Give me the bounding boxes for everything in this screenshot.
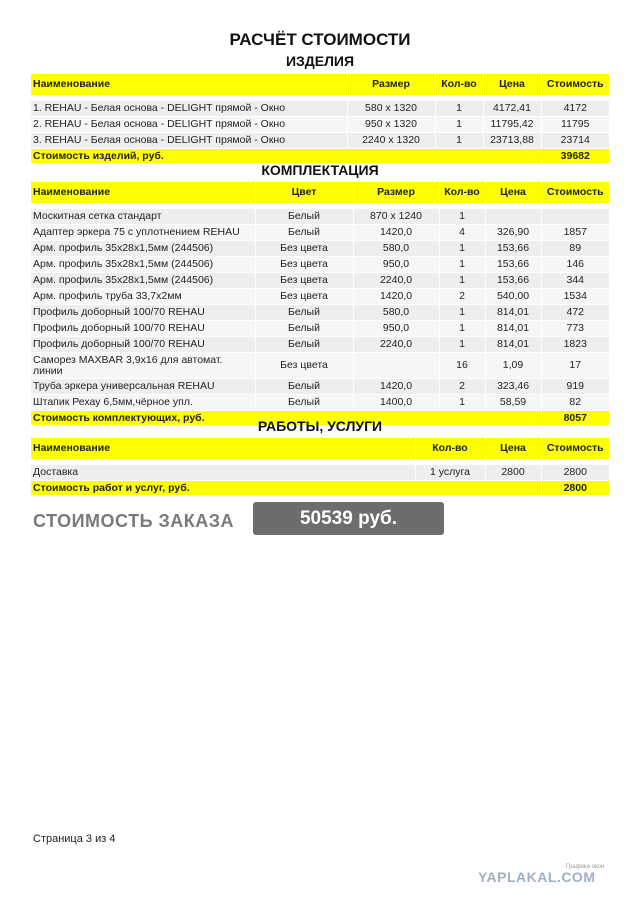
cell: 2240 x 1320 (347, 133, 435, 149)
cell: 580 x 1320 (347, 101, 435, 117)
cell: 950 x 1320 (347, 117, 435, 133)
cell: 1823 (541, 337, 609, 353)
table-row (31, 133, 609, 149)
cell: 1420,0 (353, 225, 439, 241)
cell: Белый (255, 209, 353, 225)
table-row (31, 289, 609, 305)
cell: 919 (541, 379, 609, 395)
cell: 1 (435, 133, 483, 149)
col-price: Цена (485, 438, 541, 459)
cell: 11795,42 (483, 117, 541, 133)
cell: 17 (541, 353, 609, 379)
table-row (31, 273, 609, 289)
cell: 1 (439, 257, 485, 273)
cell: 146 (541, 257, 609, 273)
cell: 540,00 (485, 289, 541, 305)
cell: 153,66 (485, 257, 541, 273)
cell: 814,01 (485, 337, 541, 353)
table-row (31, 209, 609, 225)
services-table (31, 438, 609, 495)
table-row (31, 225, 609, 241)
cell: 580,0 (353, 241, 439, 257)
cell: Арм. профиль 35x28x1,5мм (244506) (31, 257, 255, 273)
cell: Штапик Рехау 6,5мм,чёрное упл. (31, 395, 255, 411)
col-cost: Стоимость (541, 438, 609, 459)
total-value: 39682 (541, 149, 609, 164)
cell: 153,66 (485, 273, 541, 289)
products-heading: ИЗДЕЛИЯ (285, 53, 355, 69)
cell: Профиль доборный 100/70 REHAU (31, 321, 255, 337)
order-total-value: 50539 руб. (253, 502, 444, 535)
cell: 3. REHAU - Белая основа - DELIGHT прямой - Окно (31, 133, 347, 149)
footer-small-text: Графика окон (566, 864, 605, 870)
table-header (31, 182, 609, 203)
cell: Саморез MAXBAR 3,9x16 для автомат. линии (31, 353, 255, 379)
cell: 2 (439, 379, 485, 395)
cell: 344 (541, 273, 609, 289)
cell: 580,0 (353, 305, 439, 321)
cell: Белый (255, 379, 353, 395)
products-total-row (31, 149, 609, 164)
cell: 58,59 (485, 395, 541, 411)
cell: 1 (439, 209, 485, 225)
cell: Белый (255, 225, 353, 241)
cell: 2800 (485, 465, 541, 481)
cell: 1. REHAU - Белая основа - DELIGHT прямой - Окно (31, 101, 347, 117)
order-total-label: СТОИМОСТЬ ЗАКАЗА (33, 511, 235, 531)
cell: 1 (435, 117, 483, 133)
cell: 950,0 (353, 257, 439, 273)
cell: 2800 (541, 465, 609, 481)
cell: 2. REHAU - Белая основа - DELIGHT прямой - Окно (31, 117, 347, 133)
cell: Арм. профиль 35x28x1,5мм (244506) (31, 241, 255, 257)
cell: 326,90 (485, 225, 541, 241)
cell: Доставка (31, 465, 415, 481)
table-row (31, 117, 609, 133)
table-row (31, 353, 609, 379)
cell: 2240,0 (353, 337, 439, 353)
total-label: Стоимость комплектующих, руб. (31, 411, 541, 426)
cell: 814,01 (485, 305, 541, 321)
col-qty: Кол-во (415, 438, 485, 459)
cell: 773 (541, 321, 609, 337)
products-table (31, 74, 609, 163)
table-header (31, 74, 609, 95)
services-total-row (31, 481, 609, 496)
table-row (31, 337, 609, 353)
table-row (31, 101, 609, 117)
col-cost: Стоимость (541, 182, 609, 203)
cell: 23714 (541, 133, 609, 149)
cell: Без цвета (255, 241, 353, 257)
cell: 1 (439, 321, 485, 337)
col-size: Размер (353, 182, 439, 203)
cell: 1 (435, 101, 483, 117)
cell: 323,46 (485, 379, 541, 395)
cell: Адаптер эркера 75 с уплотнением REHAU (31, 225, 255, 241)
table-row (31, 241, 609, 257)
cell: 1420,0 (353, 289, 439, 305)
cell: 153,66 (485, 241, 541, 257)
col-qty: Кол-во (439, 182, 485, 203)
cell: 16 (439, 353, 485, 379)
col-name: Наименование (31, 182, 255, 203)
cell: 4172 (541, 101, 609, 117)
table-row (31, 321, 609, 337)
cell: 1 услуга (415, 465, 485, 481)
table-row (31, 465, 609, 481)
col-cost: Стоимость (541, 74, 609, 95)
cell (485, 209, 541, 225)
cell: Белый (255, 321, 353, 337)
total-value: 8057 (541, 411, 609, 426)
col-price: Цена (483, 74, 541, 95)
cell: Труба эркера универсальная REHAU (31, 379, 255, 395)
table-row (31, 395, 609, 411)
cell: 1857 (541, 225, 609, 241)
cell: 2240,0 (353, 273, 439, 289)
cell: 82 (541, 395, 609, 411)
cell: Арм. профиль труба 33,7x2мм (31, 289, 255, 305)
table-row (31, 305, 609, 321)
page-number: Страница 3 из 4 (33, 833, 116, 845)
cell: 472 (541, 305, 609, 321)
components-table (31, 182, 609, 425)
col-name: Наименование (31, 74, 347, 95)
cell: Арм. профиль 35x28x1,5мм (244506) (31, 273, 255, 289)
watermark: YAPLAKAL.COM (478, 869, 596, 885)
cell: Без цвета (255, 257, 353, 273)
cell: 2 (439, 289, 485, 305)
total-label: Стоимость изделий, руб. (31, 149, 541, 164)
document-title: РАСЧЁТ СТОИМОСТИ (229, 30, 411, 49)
cell: Без цвета (255, 289, 353, 305)
components-heading: КОМПЛЕКТАЦИЯ (261, 162, 379, 178)
cell: 1 (439, 241, 485, 257)
cell: Белый (255, 337, 353, 353)
col-name: Наименование (31, 438, 415, 459)
cell: Профиль доборный 100/70 REHAU (31, 337, 255, 353)
col-size: Размер (347, 74, 435, 95)
cell: 950,0 (353, 321, 439, 337)
services-heading: РАБОТЫ, УСЛУГИ (257, 418, 383, 434)
table-header (31, 438, 609, 459)
col-qty: Кол-во (435, 74, 483, 95)
cell: 1534 (541, 289, 609, 305)
cell: 1 (439, 305, 485, 321)
table-row (31, 257, 609, 273)
col-color: Цвет (255, 182, 353, 203)
total-label: Стоимость работ и услуг, руб. (31, 481, 541, 496)
cell (541, 209, 609, 225)
table-row (31, 379, 609, 395)
cell: 870 x 1240 (353, 209, 439, 225)
cell: Без цвета (255, 353, 353, 379)
cell (353, 353, 439, 379)
cell: Белый (255, 305, 353, 321)
cell: 11795 (541, 117, 609, 133)
cell: 1 (439, 337, 485, 353)
cell: Москитная сетка стандарт (31, 209, 255, 225)
cell: 814,01 (485, 321, 541, 337)
cell: Белый (255, 395, 353, 411)
cell: 23713,88 (483, 133, 541, 149)
cell: 4172,41 (483, 101, 541, 117)
cell: 1420,0 (353, 379, 439, 395)
cell: 4 (439, 225, 485, 241)
cell: 1400,0 (353, 395, 439, 411)
cell: 1 (439, 395, 485, 411)
cell: 1 (439, 273, 485, 289)
cell: 89 (541, 241, 609, 257)
total-value: 2800 (541, 481, 609, 496)
col-price: Цена (485, 182, 541, 203)
cell: 1,09 (485, 353, 541, 379)
cell: Профиль доборный 100/70 REHAU (31, 305, 255, 321)
cell: Без цвета (255, 273, 353, 289)
